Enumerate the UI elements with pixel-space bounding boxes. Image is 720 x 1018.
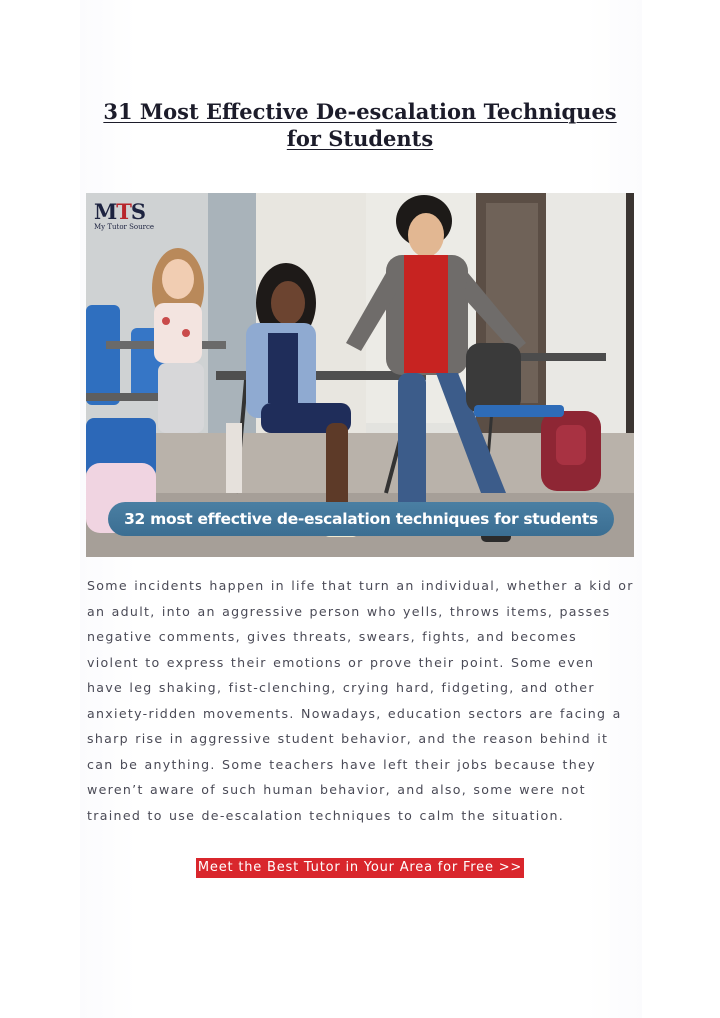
hero-banner: 32 most effective de-escalation techniques for students [108,502,614,536]
hero-image [86,193,634,557]
article-body-paragraph: Some incidents happen in life that turn an individual, whether a kid or an adult, into an aggressive person who yells, throws items, passes negative comments, gives threats, swears, fights, and becomes violent to express their emotions or prove their point. Some even have leg shaking, fist-clenching, crying hard, fidgeting, and other anxiety-ridden movements. Nowadays, education sectors are facing a sharp rise in aggressive student behavior, and the reason behind it can be anything. Some teachers have left their jobs because they weren’t aware of such human behavior, and also, some were not trained to use de-escalation techniques to calm the situation. [87,578,634,823]
my-tutor-source-logo [94,201,160,231]
logo-letter-m: M [94,199,117,224]
logo-mark [94,201,160,223]
cta-container [0,856,720,878]
meet-tutor-cta-link[interactable]: Meet the Best Tutor in Your Area for Free >> [196,858,524,878]
logo-subtitle: My Tutor Source [94,223,155,231]
logo-letter-s: S [130,199,146,224]
article-title: 31 Most Effective De-escalation Techniques for Students [103,99,617,151]
logo-letter-t: T [116,199,131,224]
